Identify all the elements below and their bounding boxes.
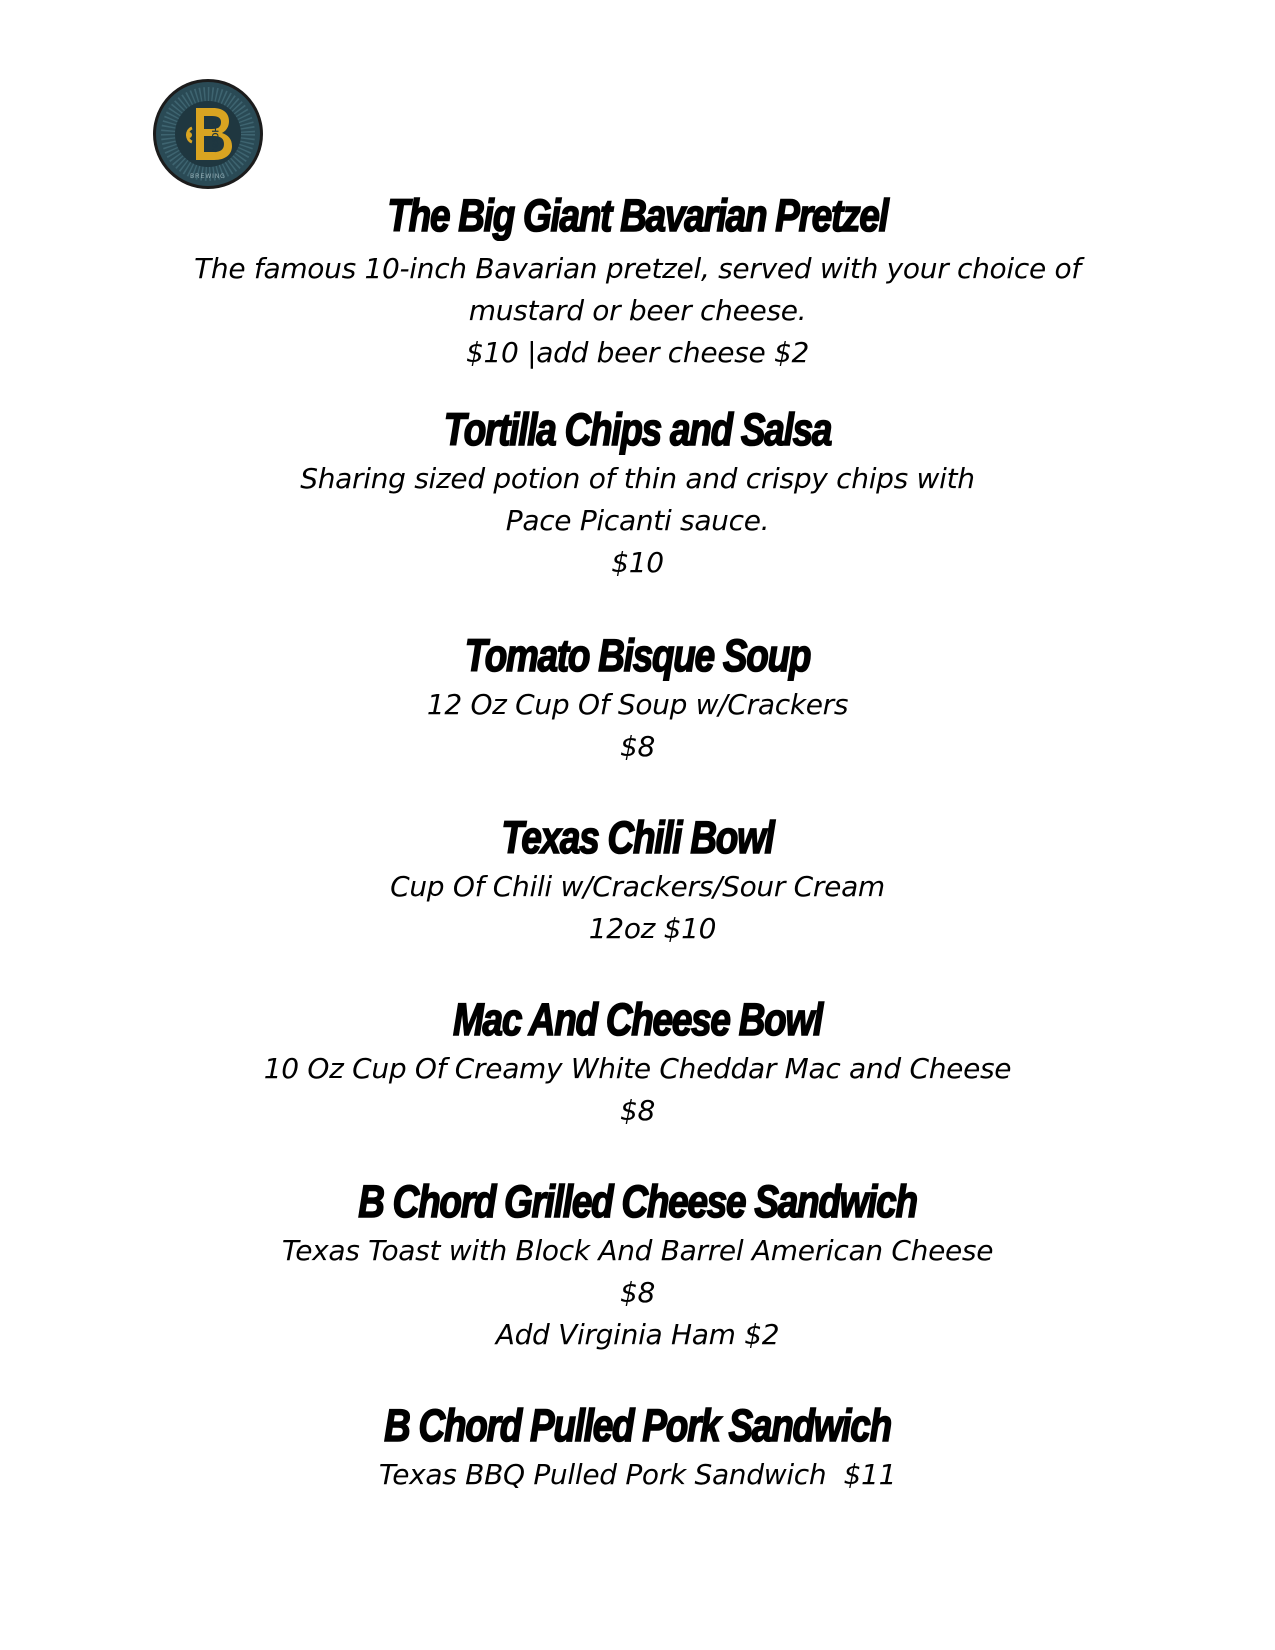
item-description: The famous 10-inch Bavarian pretzel, served with your choice of bbox=[194, 252, 1081, 285]
item-price: $10 |add beer cheese $2 bbox=[465, 336, 810, 369]
menu-item bbox=[0, 630, 1275, 768]
item-title: The Big Giant Bavarian Pretzel bbox=[387, 190, 888, 241]
menu-item bbox=[0, 404, 1275, 584]
menu-item bbox=[0, 812, 1275, 950]
menu-item bbox=[0, 190, 1275, 374]
menu-item bbox=[0, 994, 1275, 1132]
item-description: Sharing sized potion of thin and crispy chips with bbox=[300, 462, 975, 495]
item-description: 10 Oz Cup Of Creamy White Cheddar Mac and Cheese bbox=[263, 1052, 1012, 1085]
item-price: $8 bbox=[619, 1094, 656, 1127]
logo-word: CHORD bbox=[210, 119, 220, 153]
item-description: Texas Toast with Block And Barrel American Cheese bbox=[281, 1234, 994, 1267]
item-price: $8 bbox=[619, 1276, 656, 1309]
item-addon: Add Virginia Ham $2 bbox=[495, 1318, 780, 1351]
item-price: $8 bbox=[619, 730, 656, 763]
menu-item bbox=[0, 1400, 1275, 1496]
menu-item bbox=[0, 1176, 1275, 1356]
item-description: mustard or beer cheese. bbox=[468, 294, 807, 327]
item-price: 12oz $10 bbox=[588, 912, 717, 945]
item-title: B Chord Grilled Cheese Sandwich bbox=[358, 1176, 917, 1227]
item-description: 12 Oz Cup Of Soup w/Crackers bbox=[426, 688, 849, 721]
item-title: B Chord Pulled Pork Sandwich bbox=[384, 1400, 891, 1451]
logo-subtext: BREWING bbox=[190, 174, 226, 180]
item-description: Texas BBQ Pulled Pork Sandwich $11 bbox=[378, 1458, 897, 1491]
item-title: Texas Chili Bowl bbox=[501, 812, 774, 863]
item-description: Cup Of Chili w/Crackers/Sour Cream bbox=[390, 870, 885, 903]
item-price: $10 bbox=[611, 546, 664, 579]
item-title: Tomato Bisque Soup bbox=[464, 630, 811, 681]
item-title: Mac And Cheese Bowl bbox=[453, 994, 822, 1045]
item-title: Tortilla Chips and Salsa bbox=[443, 404, 832, 455]
item-description: Pace Picanti sauce. bbox=[505, 504, 770, 537]
